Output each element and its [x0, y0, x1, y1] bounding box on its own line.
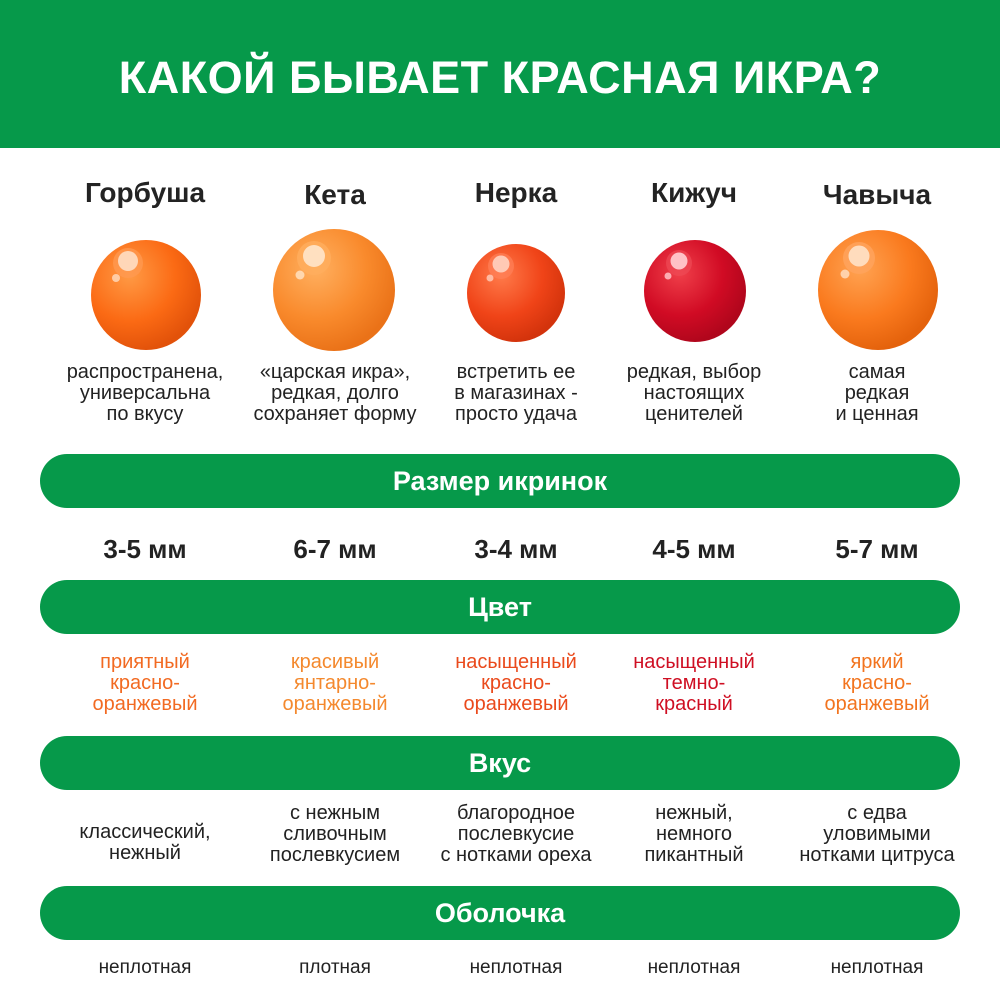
kizhuch-bead-icon — [642, 238, 748, 344]
desc-chavycha: самая редкая и ценная — [835, 361, 919, 425]
fish-name-gorbusha: Горбуша — [84, 177, 206, 208]
desc-kizhuch: редкая, выбор настоящих ценителей — [626, 361, 762, 425]
color-chavycha: яркий красно- оранжевый — [824, 651, 930, 715]
section-shell-header: Оболочка — [40, 886, 960, 940]
size-nerka: 3-4 мм — [474, 534, 558, 564]
desc-nerka: встретить ее в магазинах - просто удача — [454, 361, 578, 425]
size-kizhuch: 4-5 мм — [652, 534, 736, 564]
section-taste-header: Вкус — [40, 736, 960, 790]
fish-name-keta: Кета — [304, 179, 366, 210]
fish-name-kizhuch: Кижуч — [651, 177, 737, 208]
section-size-header: Размер икринок — [40, 454, 960, 508]
shell-kizhuch: неплотная — [647, 957, 741, 978]
size-chavycha: 5-7 мм — [835, 534, 919, 564]
page-title: КАКОЙ БЫВАЕТ КРАСНАЯ ИКРА? — [118, 52, 882, 103]
fish-name-nerka: Нерка — [474, 177, 558, 208]
shell-keta: плотная — [299, 957, 371, 978]
shell-chavycha: неплотная — [830, 957, 924, 978]
fish-name-chavycha: Чавыча — [822, 179, 932, 210]
color-kizhuch: насыщенный темно- красный — [633, 651, 755, 715]
taste-chavycha: с едва уловимыми нотками цитруса — [799, 802, 955, 866]
taste-nerka: благородное послевкусие с нотками ореха — [440, 802, 592, 866]
taste-gorbusha: классический, нежный — [79, 821, 211, 864]
header-banner — [0, 0, 1000, 148]
size-keta: 6-7 мм — [293, 534, 377, 564]
taste-keta: с нежным сливочным послевкусием — [269, 802, 401, 866]
chavycha-bead-icon — [815, 227, 941, 353]
section-color-header: Цвет — [40, 580, 960, 634]
nerka-bead-icon — [465, 242, 567, 344]
size-gorbusha: 3-5 мм — [103, 534, 187, 564]
shell-nerka: неплотная — [469, 957, 563, 978]
color-nerka: насыщенный красно- оранжевый — [455, 651, 577, 715]
desc-gorbusha: распространена, универсальна по вкусу — [66, 361, 224, 425]
taste-kizhuch: нежный, немного пикантный — [644, 802, 744, 866]
keta-bead-icon — [270, 226, 398, 354]
color-keta: красивый янтарно- оранжевый — [282, 651, 388, 715]
desc-keta: «царская икра», редкая, долго сохраняет форму — [253, 361, 417, 425]
shell-gorbusha: неплотная — [98, 957, 192, 978]
gorbusha-bead-icon — [88, 237, 204, 353]
color-gorbusha: приятный красно- оранжевый — [92, 651, 198, 715]
